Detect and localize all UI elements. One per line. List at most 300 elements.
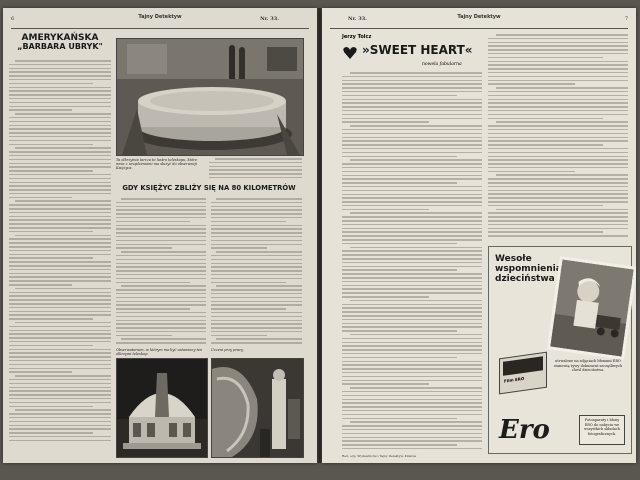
ad-headline-line1: Wesołe bbox=[495, 254, 532, 264]
text-line bbox=[9, 295, 111, 297]
text-line bbox=[116, 232, 206, 234]
text-line bbox=[342, 277, 482, 279]
story-body-col1 bbox=[342, 72, 482, 452]
text-line bbox=[9, 90, 111, 92]
text-line bbox=[211, 240, 302, 242]
text-line bbox=[9, 155, 111, 157]
caption-bottom-right-text: Uczeni przy pracy. bbox=[211, 348, 244, 352]
text-line bbox=[342, 197, 482, 199]
text-line bbox=[211, 270, 302, 272]
text-line bbox=[488, 133, 628, 135]
article1-headline-line1: AMERYKAŃSKA bbox=[21, 33, 99, 43]
ad-small-note-box bbox=[579, 415, 625, 445]
ad-headline-line2: wspomnienia bbox=[495, 263, 562, 274]
text-line bbox=[9, 208, 111, 210]
text-line bbox=[488, 178, 628, 180]
text-line bbox=[342, 319, 482, 321]
ad-child-photo bbox=[547, 256, 636, 360]
text-line bbox=[216, 285, 302, 287]
text-line bbox=[9, 398, 111, 400]
text-line bbox=[211, 335, 267, 337]
text-line bbox=[9, 428, 111, 430]
text-line bbox=[488, 125, 628, 127]
article1-body-text bbox=[9, 60, 111, 444]
text-line bbox=[116, 293, 206, 295]
text-line bbox=[211, 308, 286, 310]
text-line bbox=[350, 212, 482, 214]
text-line bbox=[342, 220, 482, 222]
text-line bbox=[488, 80, 628, 82]
text-line bbox=[342, 285, 482, 287]
text-line bbox=[209, 177, 302, 179]
text-line bbox=[9, 440, 111, 442]
text-line bbox=[116, 228, 206, 230]
right-page bbox=[322, 8, 636, 463]
text-line bbox=[342, 372, 482, 374]
text-line bbox=[209, 166, 302, 168]
text-line bbox=[211, 209, 302, 211]
text-line bbox=[211, 342, 302, 344]
text-line bbox=[488, 144, 603, 146]
text-line bbox=[9, 406, 93, 408]
text-line bbox=[488, 106, 628, 108]
text-line bbox=[9, 326, 111, 328]
text-line bbox=[116, 331, 206, 333]
text-line bbox=[488, 156, 628, 158]
text-line bbox=[15, 113, 111, 115]
text-line bbox=[342, 80, 482, 82]
text-line bbox=[342, 311, 482, 313]
article2-body-col1 bbox=[116, 198, 206, 348]
ad-headline bbox=[495, 255, 562, 285]
text-line bbox=[342, 338, 482, 340]
text-line bbox=[342, 231, 482, 233]
text-line bbox=[9, 227, 111, 229]
text-line bbox=[342, 349, 482, 351]
text-line bbox=[9, 212, 111, 214]
text-line bbox=[9, 311, 111, 313]
text-line bbox=[488, 102, 628, 104]
text-line bbox=[496, 34, 628, 36]
text-line bbox=[342, 342, 482, 344]
text-line bbox=[116, 278, 206, 280]
caption-right-text bbox=[209, 158, 302, 182]
text-line bbox=[9, 413, 111, 415]
text-line bbox=[342, 163, 482, 165]
text-line bbox=[15, 375, 111, 377]
story-title: »SWEET HEART« bbox=[362, 43, 473, 57]
text-line bbox=[9, 265, 111, 267]
text-line bbox=[9, 383, 111, 385]
text-line bbox=[9, 219, 111, 221]
text-line bbox=[496, 87, 628, 89]
text-line bbox=[9, 349, 111, 351]
heart-icon bbox=[342, 45, 358, 61]
text-line bbox=[488, 110, 628, 112]
text-line bbox=[211, 274, 302, 276]
ad-box-text: Film ERO bbox=[504, 375, 525, 384]
text-line bbox=[9, 140, 111, 142]
text-line bbox=[488, 129, 628, 131]
text-line bbox=[116, 320, 206, 322]
text-line bbox=[342, 269, 457, 271]
text-line bbox=[9, 106, 111, 108]
text-line bbox=[9, 189, 111, 191]
text-line bbox=[9, 314, 111, 316]
text-line bbox=[116, 312, 206, 314]
text-line bbox=[342, 273, 482, 275]
text-line bbox=[342, 262, 482, 264]
text-line bbox=[488, 159, 628, 161]
ero-logo: Ero bbox=[499, 415, 550, 445]
text-line bbox=[342, 380, 482, 382]
text-line bbox=[342, 152, 482, 154]
text-line bbox=[488, 205, 603, 207]
text-line bbox=[9, 307, 111, 309]
text-line bbox=[9, 178, 111, 180]
text-line bbox=[116, 259, 206, 261]
text-line bbox=[488, 118, 603, 120]
text-line bbox=[342, 326, 482, 328]
text-line bbox=[9, 402, 111, 404]
text-line bbox=[9, 318, 93, 320]
text-line bbox=[350, 247, 482, 249]
article2-body-col2 bbox=[211, 198, 302, 348]
text-line bbox=[9, 87, 111, 89]
text-line bbox=[342, 137, 482, 139]
text-line bbox=[488, 57, 603, 59]
text-line bbox=[342, 258, 482, 260]
text-line bbox=[9, 345, 93, 347]
text-line bbox=[488, 72, 628, 74]
child-with-toy-illustration bbox=[550, 259, 634, 356]
text-line bbox=[211, 206, 302, 208]
text-line bbox=[342, 361, 482, 363]
text-line bbox=[342, 304, 482, 306]
text-line bbox=[350, 300, 482, 302]
text-line bbox=[342, 414, 482, 416]
text-line bbox=[116, 282, 190, 284]
text-line bbox=[121, 198, 206, 200]
text-line bbox=[488, 152, 628, 154]
ero-film-box bbox=[499, 352, 547, 395]
caption-top bbox=[116, 158, 206, 182]
text-line bbox=[488, 197, 628, 199]
text-line bbox=[9, 352, 111, 354]
text-line bbox=[211, 312, 302, 314]
text-line bbox=[211, 323, 302, 325]
text-line bbox=[9, 79, 111, 81]
text-line bbox=[15, 147, 111, 149]
text-line bbox=[9, 170, 93, 172]
text-line bbox=[211, 221, 286, 223]
text-line bbox=[342, 182, 457, 184]
text-line bbox=[342, 102, 482, 104]
text-line bbox=[9, 94, 111, 96]
text-line bbox=[342, 228, 482, 230]
text-line bbox=[342, 156, 457, 158]
text-line bbox=[488, 95, 628, 97]
text-line bbox=[342, 307, 482, 309]
text-line bbox=[342, 235, 482, 237]
text-line bbox=[9, 432, 93, 434]
text-line bbox=[488, 68, 628, 70]
text-line bbox=[342, 395, 482, 397]
text-line bbox=[342, 440, 482, 442]
text-line bbox=[9, 417, 111, 419]
text-line bbox=[488, 163, 628, 165]
text-line bbox=[342, 121, 429, 123]
text-line bbox=[116, 213, 206, 215]
text-line bbox=[342, 129, 482, 131]
text-line bbox=[342, 345, 482, 347]
text-line bbox=[116, 221, 190, 223]
text-line bbox=[9, 117, 111, 119]
text-line bbox=[342, 429, 482, 431]
text-line bbox=[342, 402, 482, 404]
left-issue-number: Nr. 33. bbox=[260, 16, 279, 22]
observatory-illustration bbox=[117, 359, 207, 457]
text-line bbox=[342, 266, 482, 268]
text-line bbox=[342, 144, 482, 146]
text-line bbox=[9, 71, 111, 73]
text-line bbox=[211, 259, 302, 261]
text-line bbox=[9, 163, 111, 165]
article1-headline bbox=[9, 34, 111, 52]
text-line bbox=[342, 433, 482, 435]
text-line bbox=[9, 98, 111, 100]
text-line bbox=[342, 376, 482, 378]
text-line bbox=[15, 200, 111, 202]
text-line bbox=[342, 140, 482, 142]
text-line bbox=[9, 204, 111, 206]
text-line bbox=[9, 273, 111, 275]
text-line bbox=[116, 316, 206, 318]
text-line bbox=[488, 228, 628, 230]
text-line bbox=[350, 334, 482, 336]
text-line bbox=[9, 371, 72, 373]
text-line bbox=[9, 125, 111, 127]
text-line bbox=[342, 171, 482, 173]
text-line bbox=[9, 276, 111, 278]
text-line bbox=[488, 212, 628, 214]
text-line bbox=[342, 106, 482, 108]
text-line bbox=[9, 197, 72, 199]
text-line bbox=[15, 288, 111, 290]
text-line bbox=[342, 296, 429, 298]
text-line bbox=[9, 250, 111, 252]
text-line bbox=[342, 368, 482, 370]
text-line bbox=[116, 304, 206, 306]
text-line bbox=[116, 206, 206, 208]
text-line bbox=[488, 148, 628, 150]
text-line bbox=[9, 75, 111, 77]
right-running-head bbox=[330, 14, 628, 29]
ero-film-advertisement bbox=[488, 246, 632, 454]
text-line bbox=[488, 220, 628, 222]
text-line bbox=[342, 186, 482, 188]
text-line bbox=[342, 205, 482, 207]
text-line bbox=[342, 76, 482, 78]
text-line bbox=[488, 171, 575, 173]
text-line bbox=[116, 217, 206, 219]
text-line bbox=[211, 297, 302, 299]
caption-bottom-left bbox=[116, 348, 208, 356]
text-line bbox=[216, 338, 302, 340]
text-line bbox=[350, 125, 482, 127]
text-line bbox=[9, 136, 111, 138]
text-line bbox=[116, 263, 206, 265]
text-line bbox=[9, 425, 111, 427]
text-line bbox=[9, 368, 111, 370]
text-line bbox=[211, 289, 302, 291]
text-line bbox=[342, 239, 482, 241]
text-line bbox=[116, 255, 206, 257]
text-line bbox=[116, 247, 172, 249]
text-line bbox=[342, 243, 457, 245]
text-line bbox=[342, 250, 482, 252]
scientists-illustration bbox=[212, 359, 303, 457]
text-line bbox=[9, 254, 111, 256]
text-line bbox=[342, 364, 482, 366]
text-line bbox=[342, 99, 482, 101]
text-line bbox=[342, 114, 482, 116]
text-line bbox=[488, 137, 628, 139]
text-line bbox=[488, 167, 628, 169]
text-line bbox=[342, 357, 457, 359]
text-line bbox=[342, 444, 457, 446]
text-line bbox=[342, 437, 482, 439]
text-line bbox=[342, 91, 482, 93]
text-line bbox=[9, 246, 111, 248]
text-line bbox=[342, 194, 482, 196]
text-line bbox=[488, 186, 628, 188]
text-line bbox=[215, 158, 302, 160]
text-line bbox=[9, 292, 111, 294]
text-line bbox=[488, 53, 628, 55]
text-line bbox=[9, 261, 111, 263]
text-line bbox=[9, 356, 111, 358]
text-line bbox=[211, 320, 302, 322]
text-line bbox=[342, 175, 482, 177]
text-line bbox=[211, 282, 286, 284]
text-line bbox=[342, 95, 457, 97]
text-line bbox=[342, 281, 482, 283]
text-line bbox=[9, 394, 111, 396]
text-line bbox=[116, 274, 206, 276]
text-line bbox=[488, 83, 575, 85]
text-line bbox=[116, 202, 206, 204]
text-line bbox=[9, 341, 111, 343]
text-line bbox=[211, 316, 302, 318]
masthead-title-left: Tajny Detektyw bbox=[138, 14, 182, 20]
text-line bbox=[211, 266, 302, 268]
text-line bbox=[116, 244, 206, 246]
text-line bbox=[209, 169, 302, 171]
text-line bbox=[9, 238, 111, 240]
text-line bbox=[116, 335, 172, 337]
text-line bbox=[9, 68, 111, 70]
text-line bbox=[342, 406, 482, 408]
article1-headline-line2: „BARBARA UBRYK" bbox=[17, 42, 103, 52]
text-line bbox=[211, 255, 302, 257]
text-line bbox=[342, 83, 482, 85]
text-line bbox=[9, 216, 111, 218]
text-line bbox=[9, 144, 93, 146]
text-line bbox=[211, 213, 302, 215]
text-line bbox=[342, 391, 482, 393]
text-line bbox=[488, 38, 628, 40]
text-line bbox=[342, 383, 429, 385]
text-line bbox=[211, 278, 302, 280]
text-line bbox=[9, 269, 111, 271]
text-line bbox=[9, 132, 111, 134]
text-line bbox=[342, 87, 482, 89]
text-line bbox=[342, 292, 482, 294]
text-line bbox=[9, 128, 111, 130]
text-line bbox=[9, 102, 111, 104]
text-line bbox=[342, 216, 482, 218]
text-line bbox=[211, 232, 302, 234]
text-line bbox=[116, 240, 206, 242]
text-line bbox=[211, 304, 302, 306]
text-line bbox=[9, 284, 72, 286]
text-line bbox=[9, 223, 111, 225]
text-line bbox=[342, 288, 482, 290]
caption-bottom-right bbox=[211, 348, 302, 356]
page-footer: Red. odp. Wydawnictwo Tajny Detektyw, Kraków bbox=[342, 454, 417, 458]
right-issue-number: Nr. 33. bbox=[348, 16, 367, 22]
story-body-col2 bbox=[488, 34, 628, 242]
text-line bbox=[9, 333, 111, 335]
text-line bbox=[15, 60, 111, 62]
text-line bbox=[342, 315, 482, 317]
text-line bbox=[9, 174, 111, 176]
text-line bbox=[488, 61, 628, 63]
ad-body-text: utrwalone na zdjęciach błonami ERO stanowią żywy dokument szczęśliwych chwil dzieciństwa. bbox=[553, 359, 623, 372]
text-line bbox=[9, 390, 111, 392]
telescope-mirror-illustration bbox=[117, 39, 303, 155]
text-line bbox=[496, 209, 628, 211]
text-line bbox=[342, 110, 482, 112]
text-line bbox=[211, 228, 302, 230]
text-line bbox=[488, 224, 628, 226]
text-line bbox=[9, 166, 111, 168]
text-line bbox=[342, 133, 482, 135]
text-line bbox=[121, 338, 206, 340]
text-line bbox=[9, 299, 111, 301]
text-line bbox=[488, 216, 628, 218]
text-line bbox=[211, 202, 302, 204]
text-line bbox=[211, 236, 302, 238]
text-line bbox=[211, 225, 302, 227]
text-line bbox=[116, 270, 206, 272]
text-line bbox=[211, 263, 302, 265]
text-line bbox=[9, 364, 111, 366]
text-line bbox=[9, 330, 111, 332]
text-line bbox=[9, 303, 111, 305]
masthead-title-right: Tajny Detektyw bbox=[457, 14, 501, 20]
text-line bbox=[9, 257, 93, 259]
text-line bbox=[342, 330, 457, 332]
text-line bbox=[211, 293, 302, 295]
text-line bbox=[488, 114, 628, 116]
text-line bbox=[116, 225, 206, 227]
left-page bbox=[3, 8, 317, 463]
text-line bbox=[15, 235, 111, 237]
text-line bbox=[116, 209, 206, 211]
text-line bbox=[350, 387, 482, 389]
